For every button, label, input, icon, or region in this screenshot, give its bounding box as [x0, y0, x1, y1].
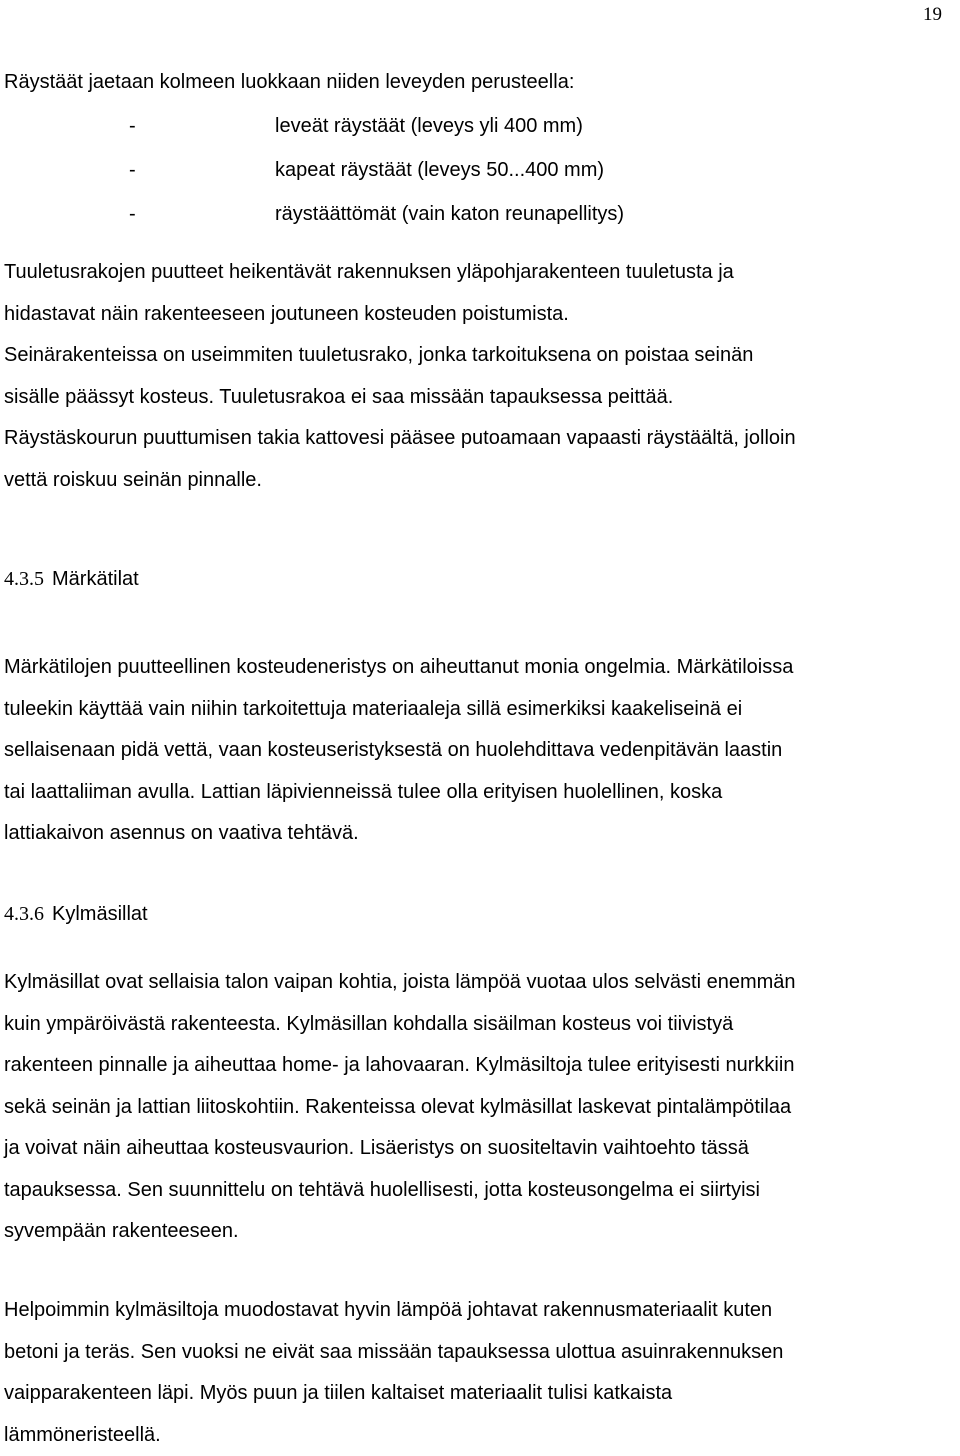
paragraph-line: hidastavat näin rakenteeseen joutuneen kosteuden poistumista. — [4, 294, 954, 336]
list-item-text: leveät räystäät (leveys yli 400 mm) — [275, 104, 583, 148]
paragraph-line: tapauksessa. Sen suunnittelu on tehtävä huolellisesti, jotta kosteusongelma ei siirtyisi — [4, 1170, 954, 1212]
ventilation-paragraph — [4, 252, 954, 501]
paragraph-line: lattiakaivon asennus on vaativa tehtävä. — [4, 813, 954, 855]
section-number: 4.3.6 — [4, 903, 44, 925]
wet-rooms-paragraph — [4, 647, 954, 855]
paragraph-line: betoni ja teräs. Sen vuoksi ne eivät saa missään tapauksessa ulottua asuinrakennuksen — [4, 1332, 954, 1374]
paragraph-line: tai laattaliiman avulla. Lattian läpivienneissä tulee olla erityisen huolellinen, koska — [4, 772, 954, 814]
section-heading-4-3-5 — [4, 565, 139, 593]
paragraph-line: Tuuletusrakojen puutteet heikentävät rakennuksen yläpohjarakenteen tuuletusta ja — [4, 252, 954, 294]
paragraph-line: Seinärakenteissa on useimmiten tuuletusrako, jonka tarkoituksena on poistaa seinän — [4, 335, 954, 377]
list-dash: - — [129, 104, 136, 148]
eave-classification — [4, 62, 954, 236]
section-number: 4.3.5 — [4, 568, 44, 590]
thermal-bridges-paragraph — [4, 962, 954, 1253]
paragraph-line: sekä seinän ja lattian liitoskohtiin. Rakenteissa olevat kylmäsillat laskevat pintalämpötilaa — [4, 1087, 954, 1129]
page-number: 19 — [923, 4, 942, 26]
list-dash: - — [129, 148, 136, 192]
materials-paragraph — [4, 1290, 954, 1456]
paragraph-line: Räystäskourun puuttumisen takia kattovesi pääsee putoamaan vapaasti räystäältä, jolloin — [4, 418, 954, 460]
section-title: Kylmäsillat — [52, 903, 148, 925]
paragraph-line: vettä roiskuu seinän pinnalle. — [4, 460, 954, 502]
list-item-text: räystäättömät (vain katon reunapellitys) — [275, 192, 624, 236]
list-item — [4, 192, 954, 236]
paragraph-line: sellaisenaan pidä vettä, vaan kosteuseristyksestä on huolehdittava vedenpitävän laastin — [4, 730, 954, 772]
intro-text: Räystäät jaetaan kolmeen luokkaan niiden leveyden perusteella: — [4, 62, 954, 104]
paragraph-line: ja voivat näin aiheuttaa kosteusvaurion. Lisäeristys on suositeltavin vaihtoehto tässä — [4, 1128, 954, 1170]
paragraph-line: sisälle päässyt kosteus. Tuuletusrakoa ei saa missään tapauksessa peittää. — [4, 377, 954, 419]
list-dash: - — [129, 192, 136, 236]
paragraph-line: vaipparakenteen läpi. Myös puun ja tiilen kaltaiset materiaalit tulisi katkaista — [4, 1373, 954, 1415]
paragraph-line: lämmöneristeellä. — [4, 1415, 954, 1456]
paragraph-line: syvempään rakenteeseen. — [4, 1211, 954, 1253]
paragraph-line: tuleekin käyttää vain niihin tarkoitettuja materiaaleja sillä esimerkiksi kaakeliseinä ei — [4, 689, 954, 731]
paragraph-line: Helpoimmin kylmäsiltoja muodostavat hyvin lämpöä johtavat rakennusmateriaalit kuten — [4, 1290, 954, 1332]
paragraph-line: Kylmäsillat ovat sellaisia talon vaipan kohtia, joista lämpöä vuotaa ulos selvästi enemmän — [4, 962, 954, 1004]
section-title: Märkätilat — [52, 568, 139, 590]
list-item-text: kapeat räystäät (leveys 50...400 mm) — [275, 148, 604, 192]
paragraph-line: rakenteen pinnalle ja aiheuttaa home- ja lahovaaran. Kylmäsiltoja tulee erityisesti nurkkiin — [4, 1045, 954, 1087]
paragraph-line: Märkätilojen puutteellinen kosteudeneristys on aiheuttanut monia ongelmia. Märkätiloissa — [4, 647, 954, 689]
list-item — [4, 148, 954, 192]
section-heading-4-3-6 — [4, 900, 148, 928]
paragraph-line: kuin ympäröivästä rakenteesta. Kylmäsillan kohdalla sisäilman kosteus voi tiivistyä — [4, 1004, 954, 1046]
list-item — [4, 104, 954, 148]
eave-type-list — [4, 104, 954, 236]
